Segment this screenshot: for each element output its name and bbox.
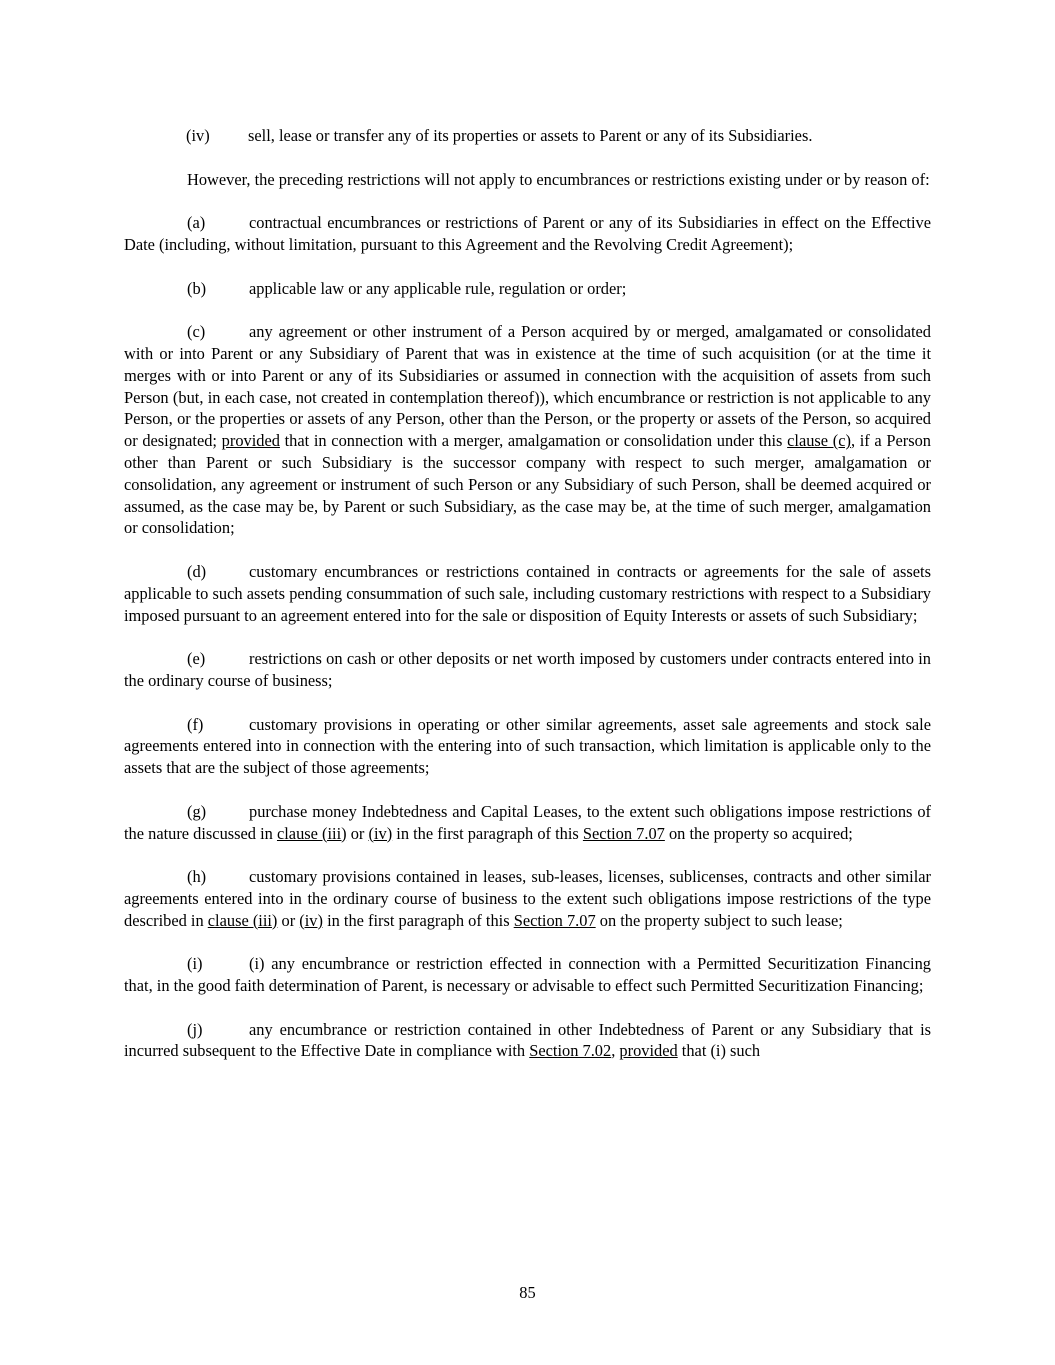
clause-text: customary provisions in operating or other similar agreements, asset sale agreements and stock sale agreements entered into in connection with the entering into of such transaction, which limitation is applicable only to the assets that are the subject of those agreements;: [124, 714, 931, 778]
clause-label: (iv): [186, 126, 210, 145]
clause-label: (c): [187, 322, 206, 342]
clause-text: that (i) such: [681, 1041, 761, 1061]
clause-label: (h): [187, 867, 207, 887]
clause-text: customary encumbrances or restrictions contained in contracts or agreements for the sale of assets applicable to such assets pending consummation of such sale, including customary restrictions with respect to a Subsidiary imposed pursuant to an agreement entered into for the sale or disposition of Equity Interests or assets of such Subsidiary;: [124, 561, 931, 625]
clause-text: that in connection with a merger, amalgamation or consolidation under this: [284, 431, 783, 451]
clause-text: sell, lease or transfer any of its properties or assets to Parent or any of its Subsidiaries.: [248, 126, 813, 145]
clause-text: on the property so acquired;: [668, 823, 853, 843]
clause-text: contractual encumbrances or restrictions of Parent or any of its Subsidiaries in effect on the Effective Date (including, without limitation, pursuant to this Agreement and the Revolving Credit Agreement);: [124, 213, 931, 254]
clause-text: , if a Person other than Parent or such Subsidiary is the successor company with respect to such merger, amalgamation or consolidation, any agreement or instrument of such Person or any Subsidiary of such Person, shall be deemed acquired or assumed, as the case may be, by Parent or such Subsidiary, as the case may be, at the time of such merger, amalgamation or consolidation;: [124, 431, 931, 538]
clause-text: purchase money Indebtedness and Capital Leases, to the extent such obligations impose restrictions of the nature discussed in: [124, 801, 931, 843]
clause-text: restrictions on cash or other deposits or net worth imposed by customers under contracts entered into in the ordinary course of business;: [124, 649, 931, 690]
clause-a: [124, 212, 931, 256]
clause-text: in the first paragraph of this: [327, 910, 510, 930]
clause-label: (i): [187, 954, 203, 974]
clause-label: (g): [187, 801, 207, 821]
clause-text: ,: [611, 1041, 616, 1061]
clause-label: (b): [187, 278, 207, 298]
clause-reference-link: clause (iii): [276, 823, 347, 843]
clause-f: [124, 714, 931, 779]
clause-text: any agreement or other instrument of a Person acquired by or merged, amalgamated or consolidated with or into Parent or any Subsidiary of Parent that was in existence at the time of such acquisition (or at the time it merges with or into Parent or any of its Subsidiaries or assumed in connection with the acquisition of assets from such Person (but, in each case, not created in contemplation thereof)), which encumbrance or restriction is not applicable to any Person, or the properties or assets of any Person, other than the Person, or the property or assets of the Person, so acquired or designated;: [124, 322, 931, 451]
clause-label: (a): [187, 213, 206, 233]
clause-label: (d): [187, 561, 207, 581]
page-number: 85: [519, 1283, 536, 1302]
clause-c: [124, 321, 931, 539]
clause-b: [124, 278, 931, 300]
clause-text: in the first paragraph of this: [396, 823, 579, 843]
clause-text: on the property subject to such lease;: [599, 910, 843, 930]
clause-label: (f): [187, 714, 204, 734]
defined-term-link: provided: [221, 431, 280, 451]
clause-d: [124, 561, 931, 626]
clause-i: [124, 953, 931, 997]
clause-label: (j): [187, 1019, 203, 1039]
section-reference-link: Section 7.07: [582, 823, 665, 843]
clause-e: [124, 648, 931, 692]
document-page: [124, 125, 931, 1084]
clause-reference-link: (iv): [299, 910, 323, 930]
clause-text: or: [350, 823, 365, 843]
clause-reference-link: clause (c): [787, 431, 851, 451]
clause-g: [124, 801, 931, 845]
clause-reference-link: (iv): [368, 823, 393, 843]
clause-iv: [124, 125, 931, 147]
clause-text: or: [281, 910, 296, 930]
clause-label: (e): [187, 649, 206, 669]
section-reference-link: Section 7.07: [513, 910, 596, 930]
clause-h: [124, 866, 931, 931]
intro-paragraph: However, the preceding restrictions will not apply to encumbrances or restrictions existing under or by reason of:: [187, 169, 930, 189]
defined-term-link: provided: [619, 1041, 678, 1061]
clause-j: [124, 1019, 931, 1063]
section-reference-link: Section 7.02: [529, 1041, 612, 1061]
clause-reference-link: clause (iii): [207, 910, 278, 930]
clause-text: customary provisions contained in leases, sub-leases, licenses, sublicenses, contracts and other similar agreements entered into in the ordinary course of business to the extent such obligations impose restrictions of the type described in: [124, 867, 931, 930]
clause-text: applicable law or any applicable rule, regulation or order;: [249, 278, 627, 298]
clause-text: any encumbrance or restriction contained in other Indebtedness of Parent or any Subsidiary that is incurred subsequent to the Effective Date in compliance with: [124, 1019, 931, 1061]
clause-text: (i) any encumbrance or restriction effected in connection with a Permitted Securitization Financing that, in the good faith determination of Parent, is necessary or advisable to effect such Permitted Securitization Financing;: [124, 954, 931, 996]
